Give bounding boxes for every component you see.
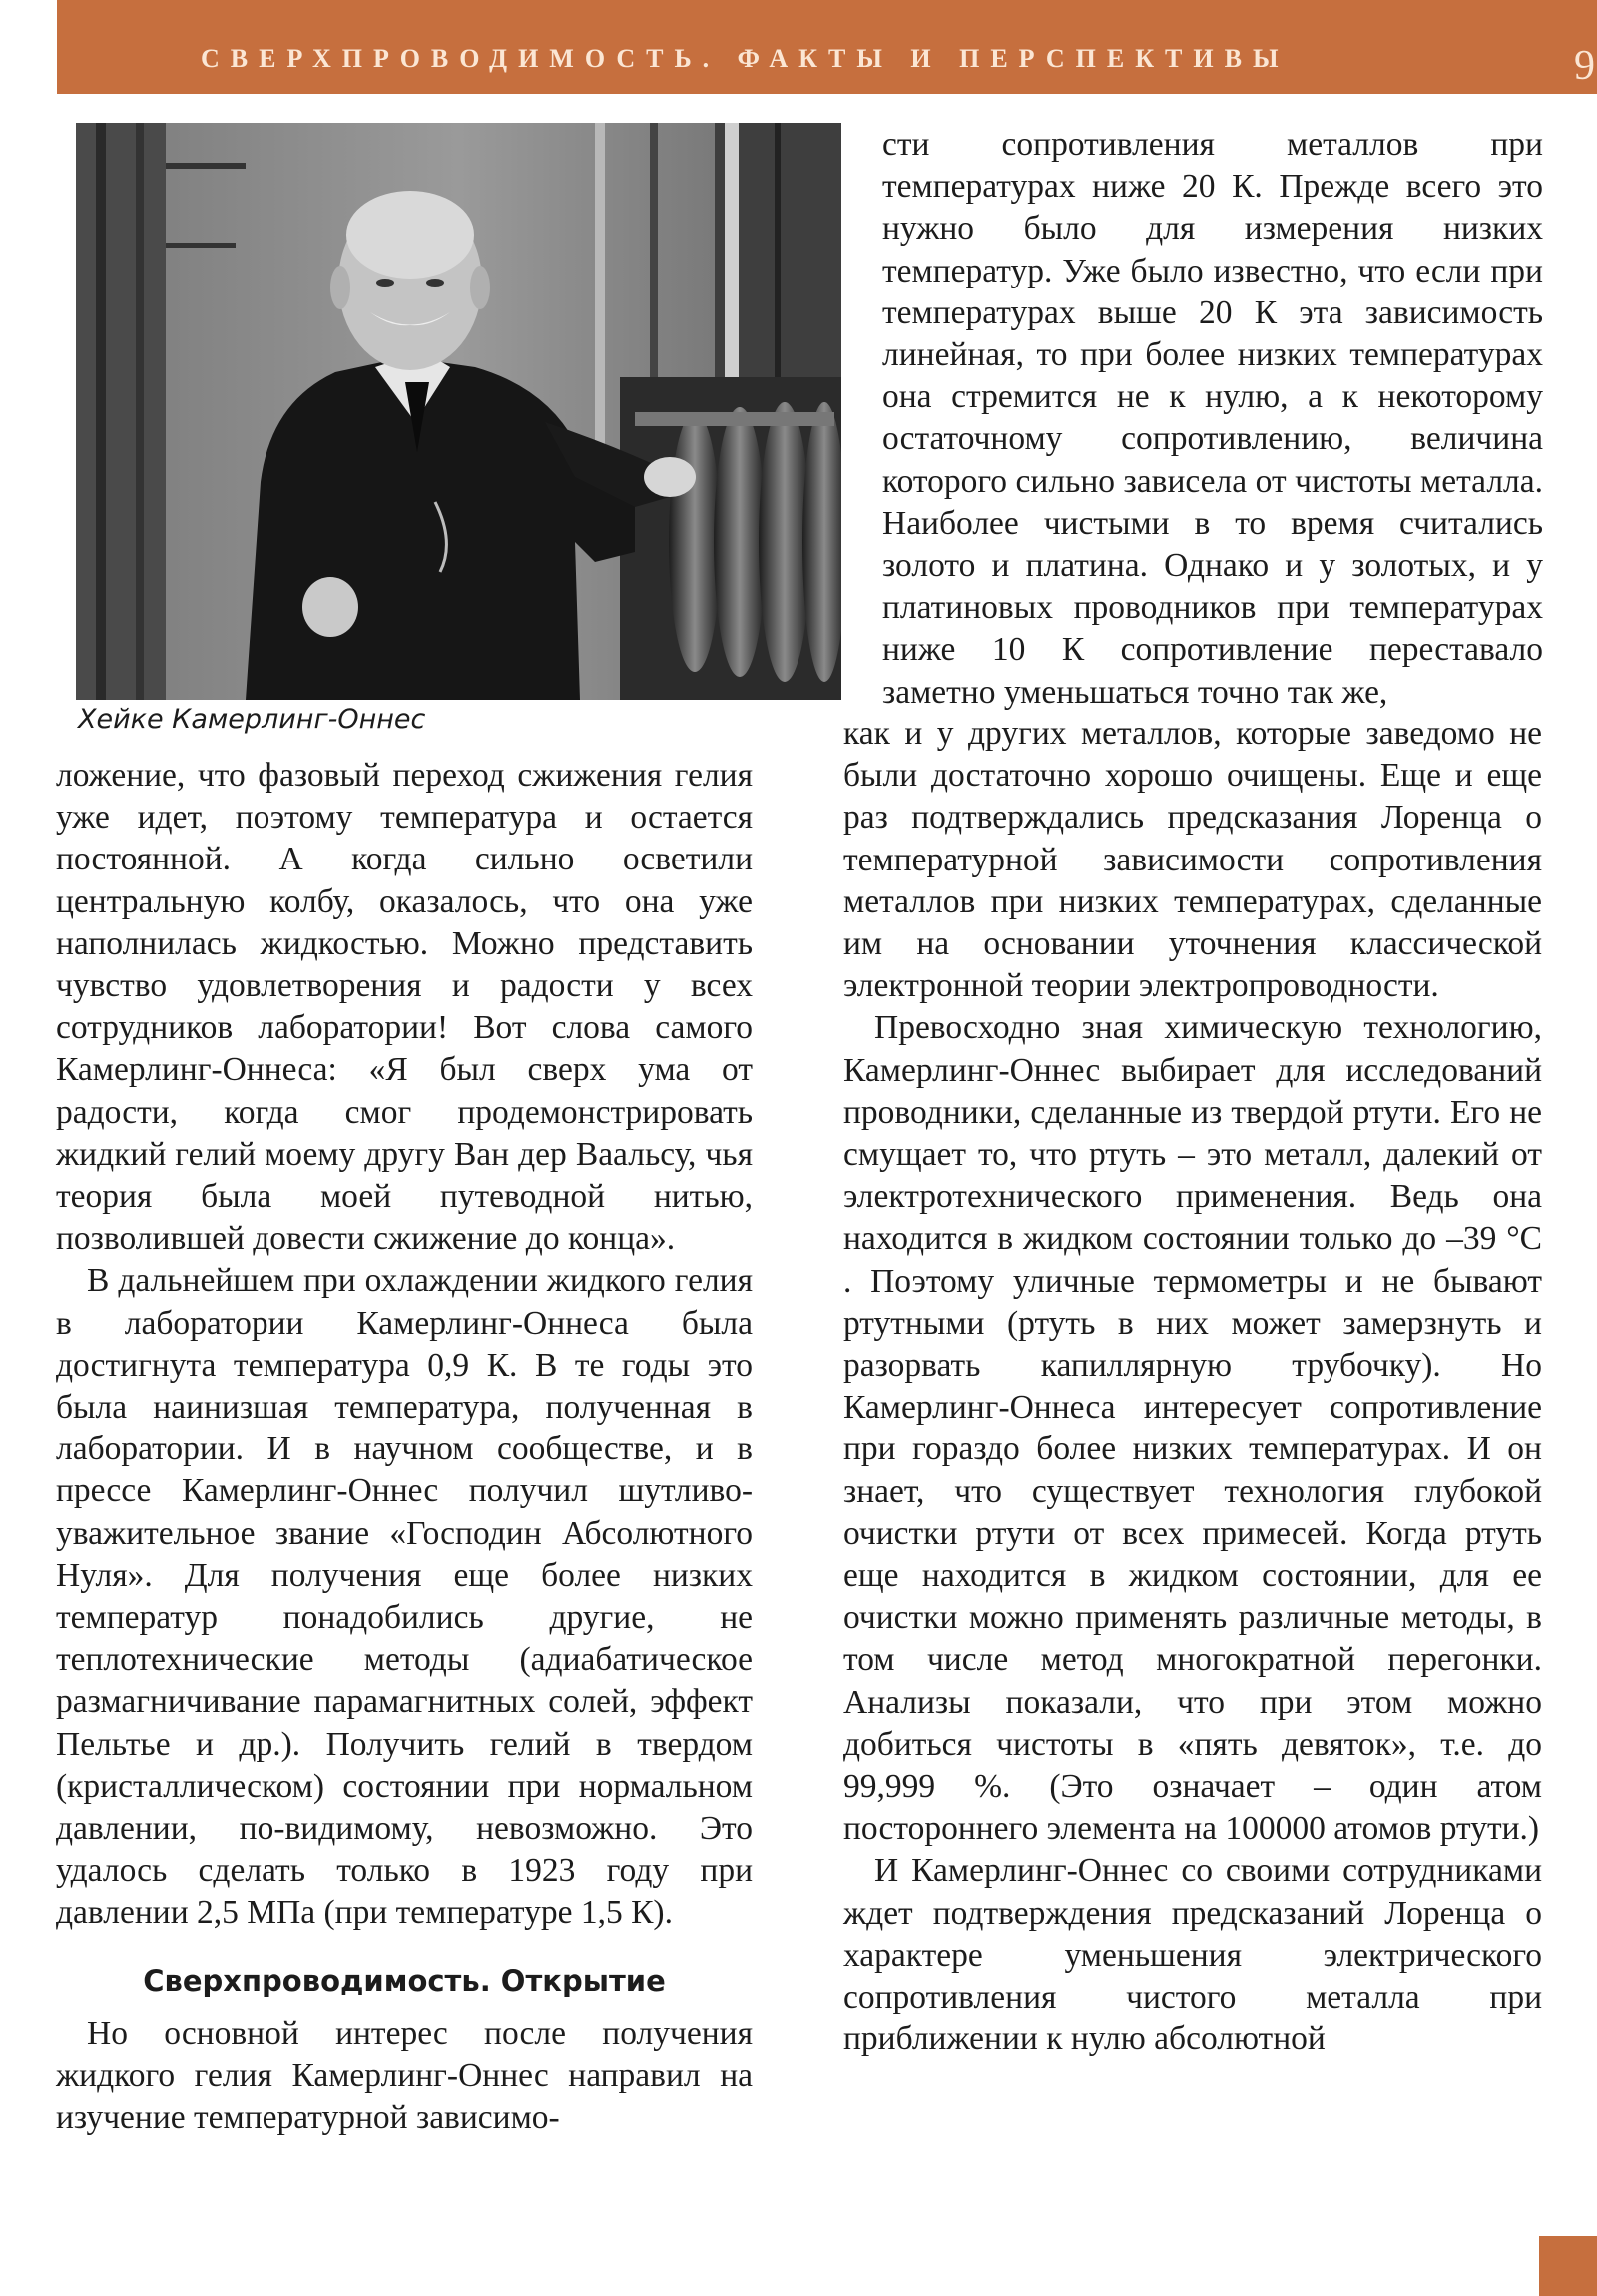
left-paragraph-2: В дальнейшем при охлаждении жидкого гелия в лаборатории Камерлинг-Оннеса была достигнута температура 0,9 К. В те годы это была наинизшая температура, полученная в лаборатории. И в научном сообществе, и в прессе Камерлинг-Оннес получил шутливо-уважительное звание «Господин Абсолютного Нуля». Для получения еще более низких температур понадобились другие, не теплотехнические методы (адиабатическое размагничивание парамагнитных солей, эффект Пельтье и др.). Получить гелий в твердом (кристаллическом) состоянии при нормальном давлении, по-видимому, невозможно. Это удалось сделать только в 1923 году при давлении 2,5 МПа (при температуре 1,5 К). xyxy=(56,1262,753,1932)
corner-tab xyxy=(1539,2236,1597,2296)
right-column-top xyxy=(882,124,1543,714)
right-paragraph-2: Превосходно зная химическую технологию, Камерлинг-Оннес выбирает для исследований проводники, сделанные из твердой ртути. Его не смущает то, что ртуть – это металл, далекий от электротехнического применения. Ведь она находится в жидком состоянии только до –39 °С . Поэтому уличные термометры и не бывают ртутными (ртуть в них может замерзнуть и разорвать капиллярную трубочку). Но Камерлинг-Оннеса интересует сопротивление при гораздо более низких температурах. И он знает, что существует технология глубокой очистки ртути от всех примесей. Когда ртуть еще находится в жидком состоянии, для ее очистки можно применять различные методы, в том числе метод многократной перегонки. Анализы показали, что при этом можно добиться чистоты в «пять девяток», т.е. до 99,999 %. (Это означает – один атом постороннего элемента на 100000 атомов ртути.) xyxy=(843,1009,1542,1848)
right-paragraph-3: И Камерлинг-Оннес со своими сотрудниками ждет подтверждения предсказаний Лоренца о характере уменьшения электрического сопротивления чистого металла при приближении к нулю абсолютной xyxy=(843,1852,1542,2058)
section-heading: Сверхпроводимость. Открытие xyxy=(143,1963,666,1998)
left-paragraph-1: ложение, что фазовый переход сжижения гелия уже идет, поэтому температура и остается постоянной. А когда сильно осветили центральную колбу, оказалось, что она уже наполнилась жидкостью. Можно представить чувство удовлетворения и радости у всех сотрудников лаборатории! Вот слова самого Камерлинг-Оннеса: «Я был сверх ума от радости, когда смог продемонстрировать жидкий гелий моему другу Ван дер Ваальсу, чья теория была моей путеводной нитью, позволившей довести сжижение до конца». xyxy=(56,757,753,1258)
page-number: 9 xyxy=(1574,43,1595,89)
right-paragraph-1-top: сти сопротивления металлов при температурах ниже 20 К. Прежде всего это нужно было для измерения низких температур. Уже было известно, что если при температурах выше 20 К эта зависимость линейная, то при более низких температурах она стремится не к нулю, а к некоторому остаточному сопротивлению, величина которого сильно зависела от чистоты металла. Наиболее чистыми в то время считались золото и платина. Однако и у золотых, и у платиновых проводников при температурах ниже 10 К сопротивление переставало заметно уменьшаться точно так же, xyxy=(882,126,1543,711)
right-column xyxy=(843,713,1542,2061)
left-column xyxy=(56,755,753,2139)
left-paragraph-3: Но основной интерес после получения жидкого гелия Камерлинг-Оннес направил на изучение температурной зависимо- xyxy=(56,2014,753,2137)
photo-caption: Хейке Камерлинг-Оннес xyxy=(78,704,426,735)
page-header xyxy=(57,0,1597,94)
right-paragraph-1-bottom: как и у других металлов, которые заведомо не были достаточно хорошо очищены. Еще и еще раз подтверждались предсказания Лоренца о температурной зависимости сопротивления металлов при низких температурах, сделанные им на основании уточнения классической электронной теории электропроводности. xyxy=(843,715,1542,1005)
photo-illustration xyxy=(76,123,841,700)
portrait-photo xyxy=(76,123,841,700)
running-title: СВЕРХПРОВОДИМОСТЬ. ФАКТЫ И ПЕРСПЕКТИВЫ xyxy=(201,44,1290,73)
